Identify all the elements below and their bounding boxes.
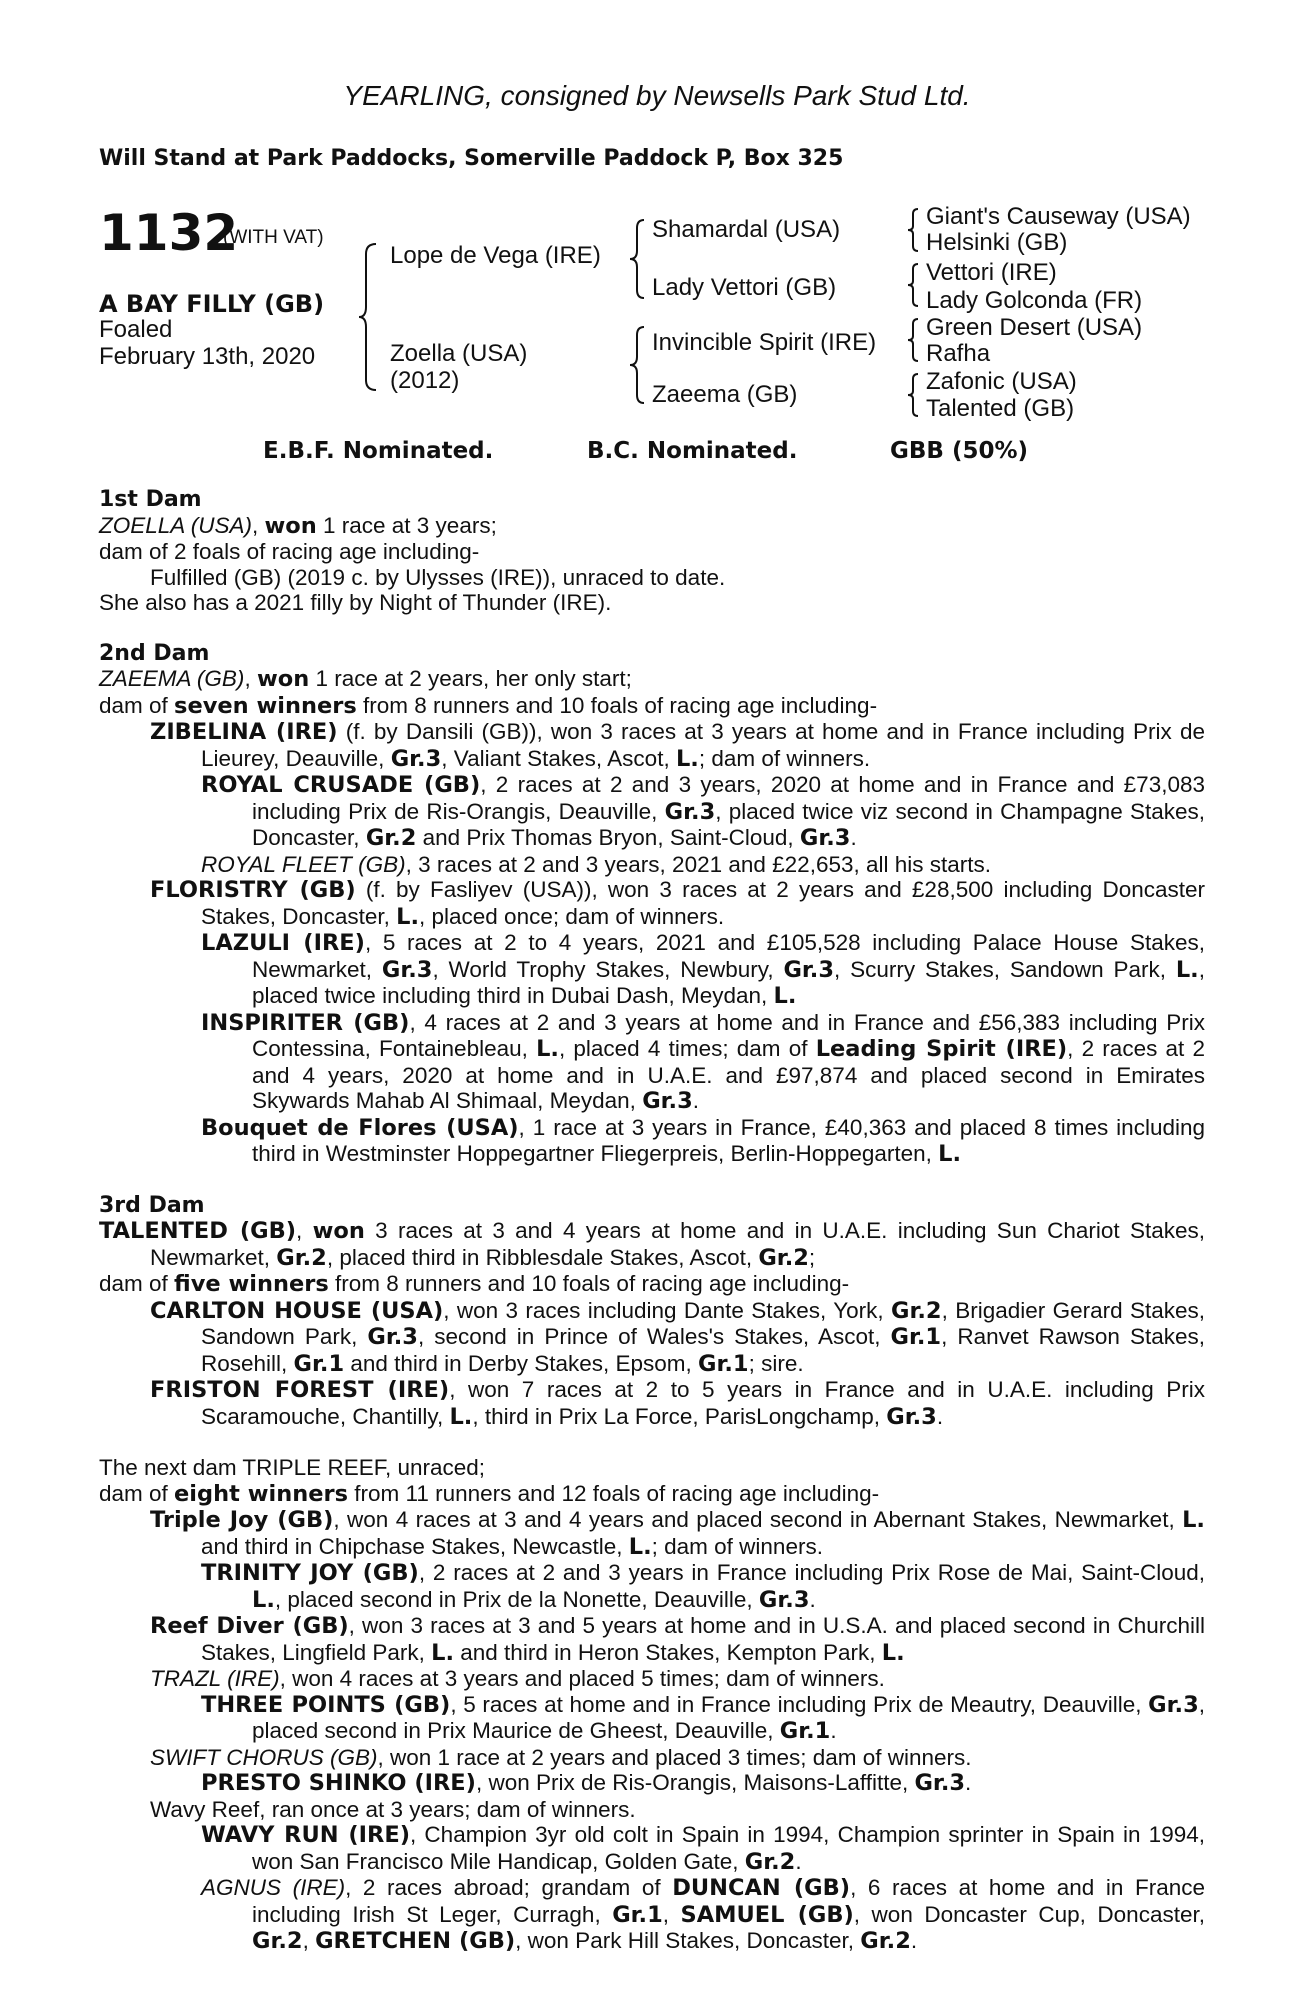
next-dam-line: The next dam TRIPLE REEF, unraced; bbox=[99, 1455, 486, 1480]
catalogue-body bbox=[99, 487, 1205, 1955]
pedigree-brace-sire bbox=[627, 218, 647, 300]
stand-location: Will Stand at Park Paddocks, Somerville Paddock P, Box 325 bbox=[99, 146, 844, 171]
third-dam-winners: dam of five winners from 8 runners and 10 foals of racing age including- bbox=[99, 1271, 850, 1297]
produce-entry-swift-chorus: SWIFT CHORUS (GB), won 1 race at 2 years and placed 3 times; dam of winners. bbox=[150, 1744, 972, 1770]
consignor-line: YEARLING, consigned by Newsells Park Stud Ltd. bbox=[343, 80, 971, 111]
pedigree-dam: Zoella (USA) bbox=[390, 340, 528, 367]
gbb-premium: GBB (50%) bbox=[890, 438, 1029, 464]
pedigree-brace-g2 bbox=[906, 262, 920, 308]
pedigree-brace-g1 bbox=[906, 207, 920, 253]
pedigree-g2: Helsinki (GB) bbox=[926, 229, 1068, 256]
pedigree-brace-g4 bbox=[906, 372, 920, 418]
ebf-nomination: E.B.F. Nominated. bbox=[263, 438, 494, 464]
second-dam-winners: dam of seven winners from 8 runners and 10 foals of racing age including- bbox=[99, 692, 878, 719]
produce-entry-wavy-run: WAVY RUN (IRE), Champion 3yr old colt in Spain in 1994, Champion sprinter in Spain in 1994, won San Francisco Mile Handicap, Golden Gate, Gr.2. bbox=[201, 1822, 1205, 1875]
pedigree-sire-sire: Shamardal (USA) bbox=[652, 216, 841, 243]
pedigree-dam-dam: Zaeema (GB) bbox=[652, 381, 798, 408]
pedigree-dam-year: (2012) bbox=[390, 367, 460, 394]
pedigree-brace-main bbox=[356, 242, 380, 392]
foaled-date: February 13th, 2020 bbox=[99, 343, 316, 370]
pedigree-g8: Talented (GB) bbox=[926, 395, 1075, 422]
produce-entry-zibelina: ZIBELINA (IRE) (f. by Dansili (GB)), won 3 races at 3 years at home and in France including Prix de Lieurey, Deauville, Gr.3, Valiant Stakes, Ascot, L.; dam of winners. bbox=[150, 719, 1205, 772]
pedigree-g6: Rafha bbox=[926, 340, 991, 367]
pedigree-g3: Vettori (IRE) bbox=[926, 259, 1057, 286]
pedigree-g4: Lady Golconda (FR) bbox=[926, 287, 1143, 314]
pedigree-g7: Zafonic (USA) bbox=[926, 368, 1077, 395]
first-dam-foals: dam of 2 foals of racing age including- bbox=[99, 539, 480, 564]
next-dam-winners: dam of eight winners from 11 runners and 12 foals of racing age including- bbox=[99, 1480, 880, 1507]
pedigree-g1: Giant's Causeway (USA) bbox=[926, 203, 1191, 230]
produce-entry-lazuli: LAZULI (IRE), 5 races at 2 to 4 years, 2021 and £105,528 including Palace House Stakes, Newmarket, Gr.3, World Trophy Stakes, Newbury, Gr.3, Scurry Stakes, Sandown Park, L., placed twice including third in Dubai Dash, Meydan, L. bbox=[201, 930, 1205, 1009]
horse-name: A BAY FILLY (GB) bbox=[99, 290, 325, 318]
produce-entry-floristry: FLORISTRY (GB) (f. by Fasliyev (USA)), won 3 races at 2 years and £28,500 including Doncaster Stakes, Doncaster, L., placed once; dam of winners. bbox=[150, 877, 1206, 930]
produce-entry-friston-forest: FRISTON FOREST (IRE), won 7 races at 2 to 5 years in France and in U.A.E. including Prix Scaramouche, Chantilly, L., third in Prix La Force, ParisLongchamp, Gr.3. bbox=[150, 1377, 1205, 1430]
lot-number: 1132 bbox=[99, 204, 239, 262]
foaled-label: Foaled bbox=[99, 316, 173, 343]
produce-entry-reef-diver: Reef Diver (GB), won 3 races at 3 and 5 years at home and in U.S.A. and placed second in Churchill Stakes, Lingfield Park, L. and third in Heron Stakes, Kempton Park, L. bbox=[150, 1613, 1205, 1666]
produce-entry-triple-joy: Triple Joy (GB), won 4 races at 3 and 4 years and placed second in Abernant Stakes, Newmarket, L. and third in Chipchase Stakes, Newcastle, L.; dam of winners. bbox=[150, 1507, 1205, 1560]
produce-entry-presto-shinko: PRESTO SHINKO (IRE), won Prix de Ris-Orangis, Maisons-Laffitte, Gr.3. bbox=[201, 1770, 972, 1796]
section-title-3rd-dam: 3rd Dam bbox=[99, 1192, 205, 1218]
first-dam-line: ZOELLA (USA), won 1 race at 3 years; bbox=[99, 512, 497, 539]
produce-entry-royal-fleet: ROYAL FLEET (GB), 3 races at 2 and 3 years, 2021 and £22,653, all his starts. bbox=[201, 851, 992, 877]
produce-entry-agnus: AGNUS (IRE), 2 races abroad; grandam of DUNCAN (GB), 6 races at home and in France including Irish St Leger, Curragh, Gr.1, SAMUEL (GB), won Doncaster Cup, Doncaster, Gr.2, GRETCHEN (GB), won Park Hill Stakes, Doncaster, Gr.2. bbox=[201, 1875, 1206, 1954]
produce-entry-carlton-house: CARLTON HOUSE (USA), won 3 races including Dante Stakes, York, Gr.2, Brigadier Gerard Stakes, Sandown Park, Gr.3, second in Prince of Wales's Stakes, Ascot, Gr.1, Ranvet Rawson Stakes, Rosehill, Gr.1 and third in Derby Stakes, Epsom, Gr.1; sire. bbox=[150, 1297, 1206, 1377]
pedigree-brace-dam bbox=[627, 325, 647, 405]
first-dam-yearling-note: She also has a 2021 filly by Night of Thunder (IRE). bbox=[99, 590, 612, 615]
pedigree-brace-g3 bbox=[906, 317, 920, 363]
pedigree-dam-sire: Invincible Spirit (IRE) bbox=[652, 329, 877, 356]
produce-entry-wavy-reef: Wavy Reef, ran once at 3 years; dam of winners. bbox=[150, 1796, 636, 1822]
produce-entry-three-points: THREE POINTS (GB), 5 races at home and in France including Prix de Meautry, Deauville, Gr.3, placed second in Prix Maurice de Gheest, Deauville, Gr.1. bbox=[201, 1691, 1205, 1744]
pedigree-sire-dam: Lady Vettori (GB) bbox=[652, 274, 837, 301]
produce-entry-royal-crusade: ROYAL CRUSADE (GB), 2 races at 2 and 3 years, 2020 at home and in France and £73,083 including Prix de Ris-Orangis, Deauville, Gr.3, placed twice viz second in Champagne Stakes, Doncaster, Gr.2 and Prix Thomas Bryon, Saint-Cloud, Gr.3. bbox=[201, 772, 1205, 851]
second-dam-line: ZAEEMA (GB), won 1 race at 2 years, her only start; bbox=[99, 666, 632, 692]
first-dam-produce: Fulfilled (GB) (2019 c. by Ulysses (IRE)), unraced to date. bbox=[150, 564, 726, 590]
produce-entry-inspiriter: INSPIRITER (GB), 4 races at 2 and 3 years at home and in France and £56,383 including Prix Contessina, Fontainebleau, L., placed 4 times; dam of Leading Spirit (IRE), 2 races at 2 and 4 years, 2020 at home and in U.A.E. and £97,874 and placed second in Emirates Skywards Mahab Al Shimaal, Meydan, Gr.3. bbox=[201, 1009, 1205, 1114]
produce-entry-bouquet-de-flores: Bouquet de Flores (USA), 1 race at 3 years in France, £40,363 and placed 8 times including third in Westminster Hoppegartner Fliegerpreis, Berlin-Hoppegarten, L. bbox=[201, 1114, 1205, 1167]
section-title-2nd-dam: 2nd Dam bbox=[99, 640, 210, 666]
produce-entry-trazl: TRAZL (IRE), won 4 races at 3 years and placed 5 times; dam of winners. bbox=[150, 1666, 885, 1691]
pedigree-g5: Green Desert (USA) bbox=[926, 314, 1143, 341]
third-dam-line: TALENTED (GB), won 3 races at 3 and 4 years at home and in U.A.E. including Sun Chariot Stakes, Newmarket, Gr.2, placed third in Ribblesdale Stakes, Ascot, Gr.2; bbox=[99, 1218, 1206, 1271]
lot-vat: (WITH VAT) bbox=[223, 227, 324, 248]
section-title-1st-dam: 1st Dam bbox=[99, 487, 202, 512]
produce-entry-trinity-joy: TRINITY JOY (GB), 2 races at 2 and 3 years in France including Prix Rose de Mai, Saint-Cloud, L., placed second in Prix de la Nonette, Deauville, Gr.3. bbox=[201, 1560, 1205, 1613]
bc-nomination: B.C. Nominated. bbox=[587, 438, 798, 464]
pedigree-sire: Lope de Vega (IRE) bbox=[390, 242, 601, 269]
foaled-info bbox=[99, 316, 315, 370]
